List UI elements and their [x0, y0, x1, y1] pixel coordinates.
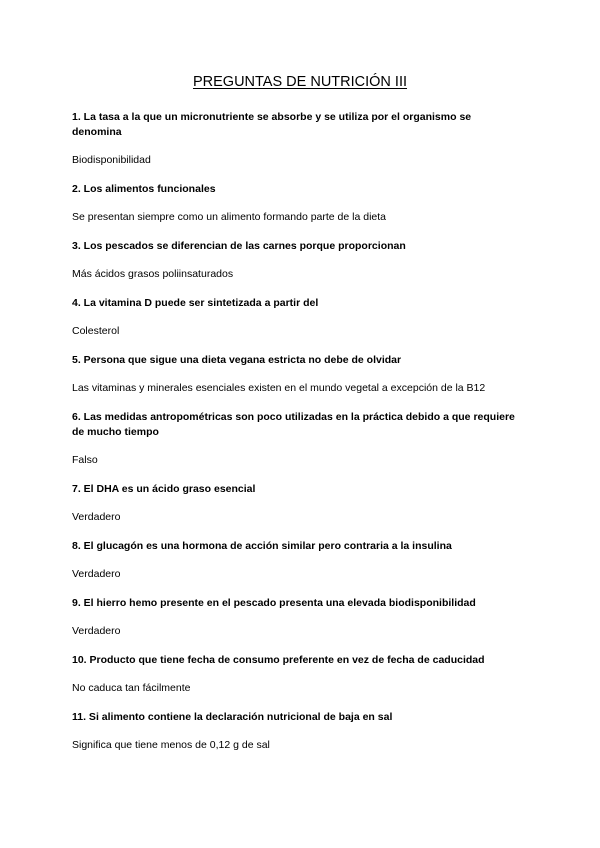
question-item — [72, 539, 522, 582]
answer-text: Las vitaminas y minerales esenciales existen en el mundo vegetal a excepción de la B12 — [72, 382, 486, 394]
question-item — [72, 482, 522, 525]
answer-text: Significa que tiene menos de 0,12 g de sal — [72, 739, 270, 751]
question-item — [72, 296, 522, 339]
question-text: 6. Las medidas antropométricas son poco utilizadas en la práctica debido a que requiere de mucho tiempo — [72, 411, 515, 438]
answer-text: Verdadero — [72, 568, 121, 580]
question-item — [72, 110, 522, 168]
question-text: 10. Producto que tiene fecha de consumo preferente en vez de fecha de caducidad — [72, 654, 485, 666]
question-text: 2. Los alimentos funcionales — [72, 183, 216, 195]
document-title: PREGUNTAS DE NUTRICIÓN III — [192, 74, 408, 90]
question-text: 11. Si alimento contiene la declaración nutricional de baja en sal — [72, 711, 393, 723]
question-item — [72, 410, 522, 468]
question-item — [72, 596, 522, 639]
question-text: 1. La tasa a la que un micronutriente se absorbe y se utiliza por el organismo se denomina — [72, 111, 472, 138]
question-text: 8. El glucagón es una hormona de acción similar pero contraria a la insulina — [72, 540, 452, 552]
answer-text: Verdadero — [72, 511, 121, 523]
question-text: 4. La vitamina D puede ser sintetizada a partir del — [72, 297, 319, 309]
answer-text: Verdadero — [72, 625, 121, 637]
question-text: 7. El DHA es un ácido graso esencial — [72, 483, 256, 495]
question-item — [72, 710, 522, 753]
question-list — [72, 110, 522, 767]
question-item — [72, 353, 522, 396]
question-item — [72, 653, 522, 696]
answer-text: No caduca tan fácilmente — [72, 682, 191, 694]
question-text: 5. Persona que sigue una dieta vegana estricta no debe de olvidar — [72, 354, 402, 366]
answer-text: Más ácidos grasos poliinsaturados — [72, 268, 234, 280]
answer-text: Falso — [72, 454, 98, 466]
question-item — [72, 182, 522, 225]
question-text: 3. Los pescados se diferencian de las carnes porque proporcionan — [72, 240, 406, 252]
answer-text: Colesterol — [72, 325, 120, 337]
answer-text: Biodisponibilidad — [72, 154, 151, 166]
question-item — [72, 239, 522, 282]
answer-text: Se presentan siempre como un alimento formando parte de la dieta — [72, 211, 387, 223]
question-text: 9. El hierro hemo presente en el pescado presenta una elevada biodisponibilidad — [72, 597, 476, 609]
